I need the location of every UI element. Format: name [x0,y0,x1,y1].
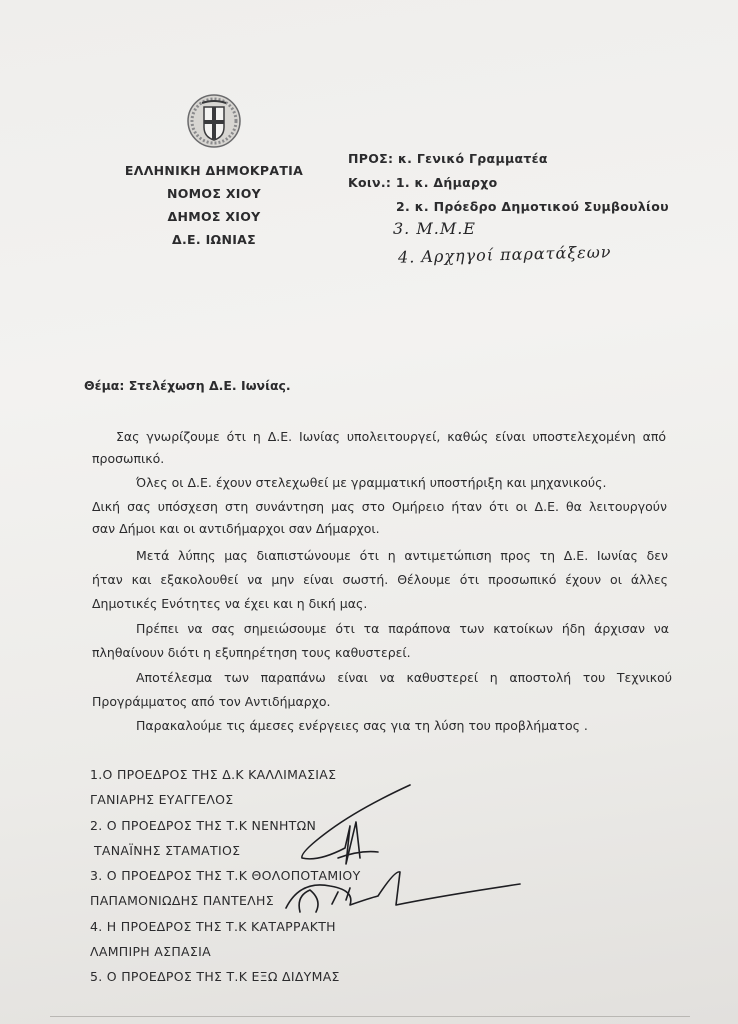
signatory-3-name: ΠΑΠΑΜΟΝΙΩΔΗΣ ΠΑΝΤΕΛΗΣ [90,893,274,908]
cc-line-2: 2. κ. Πρόεδρο Δημοτικού Συμβουλίου [396,199,669,214]
body-p2: Όλες οι Δ.Ε. έχουν στελεχωθεί με γραμματική υποστήριξη και μηχανικούς. [136,475,607,490]
body-p3-line2: σαν Δήμοι και οι αντιδήμαρχοι σαν Δήμαρχοι. [92,521,380,536]
signature-1 [302,785,410,864]
signatory-2-title: 2. Ο ΠΡΟΕΔΡΟΣ ΤΗΣ Τ.Κ ΝΕΝΗΤΩΝ [90,818,317,833]
signatory-4-title: 4. Η ΠΡΟΕΔΡΟΣ ΤΗΣ Τ.Κ ΚΑΤΑΡΡΑΚΤΗ [90,919,336,934]
body-p1-line2: προσωπικό. [92,451,165,466]
body-p6-line1: Αποτέλεσμα των παραπάνω είναι να καθυστερεί η αποστολή του Τεχνικού [136,670,672,685]
signatory-5-title: 5. Ο ΠΡΟΕΔΡΟΣ ΤΗΣ Τ.Κ ΕΞΩ ΔΙΔΥΜΑΣ [90,969,340,984]
recipient-line: ΠΡΟΣ: κ. Γενικό Γραμματέα [348,151,548,166]
greek-coat-of-arms-icon [186,93,242,149]
body-p4-line2: ήταν και εξακολουθεί να μην είναι σωστή. Θέλουμε ότι προσωπικό έχουν οι άλλες [92,572,668,587]
signatory-1-name: ΓΑΝΙΑΡΗΣ ΕΥΑΓΓΕΛΟΣ [90,792,234,807]
handwritten-cc-4: 4. Αρχηγοί παρατάξεων [397,242,612,267]
signatory-4-name: ΛΑΜΠΙΡΗ ΑΣΠΑΣΙΑ [90,944,211,959]
body-p3-line1: Δική σας υπόσχεση στη συνάντηση μας στο Ομήρειο ήταν ότι οι Δ.Ε. θα λειτουργούν [92,499,667,514]
signatory-2-name: ΤΑΝΑΪΝΗΣ ΣΤΑΜΑΤΙΟΣ [94,843,241,858]
body-p5-line2: πληθαίνουν διότι η εξυπηρέτηση τους καθυστερεί. [92,645,411,660]
body-p5-line1: Πρέπει να σας σημειώσουμε ότι τα παράπονα των κατοίκων ήδη άρχισαν να [136,621,669,636]
signatory-1-title: 1.Ο ΠΡΟΕΔΡΟΣ ΤΗΣ Δ.Κ ΚΑΛΛΙΜΑΣΙΑΣ [90,767,337,782]
body-p1-line1: Σας γνωρίζουμε ότι η Δ.Ε. Ιωνίας υπολειτουργεί, καθώς είναι υποστελεχομένη από [116,429,666,444]
subject-line: Θέμα: Στελέχωση Δ.Ε. Ιωνίας. [84,378,291,393]
header-municipality: ΔΗΜΟΣ ΧΙΟΥ [167,209,261,224]
handwritten-cc-3: 3. Μ.Μ.Ε [393,219,476,238]
header-prefecture: ΝΟΜΟΣ ΧΙΟΥ [166,186,261,201]
footer-rule [50,1016,690,1017]
body-p4-line1: Μετά λύπης μας διαπιστώνουμε ότι η αντιμετώπιση προς τη Δ.Ε. Ιωνίας δεν [136,548,668,563]
signature-3-loop [299,888,350,912]
body-p4-line3: Δημοτικές Ενότητες να έχει και η δική μας. [92,596,368,611]
body-p7: Παρακαλούμε τις άμεσες ενέργειες σας για τη λύση του προβλήματος . [136,718,588,733]
cc-line-1: Κοιν.: 1. κ. Δήμαρχο [348,175,498,190]
body-p6-line2: Προγράμματος από τον Αντιδήμαρχο. [92,694,331,709]
signatory-3-title: 3. Ο ΠΡΟΕΔΡΟΣ ΤΗΣ Τ.Κ ΘΟΛΟΠΟΤΑΜΙΟΥ [90,868,361,883]
header-country: ΕΛΛΗΝΙΚΗ ΔΗΜΟΚΡΑΤΙΑ [124,163,304,178]
header-unit: Δ.Ε. ΙΩΝΙΑΣ [172,232,256,247]
signature-1-tail [338,852,378,858]
